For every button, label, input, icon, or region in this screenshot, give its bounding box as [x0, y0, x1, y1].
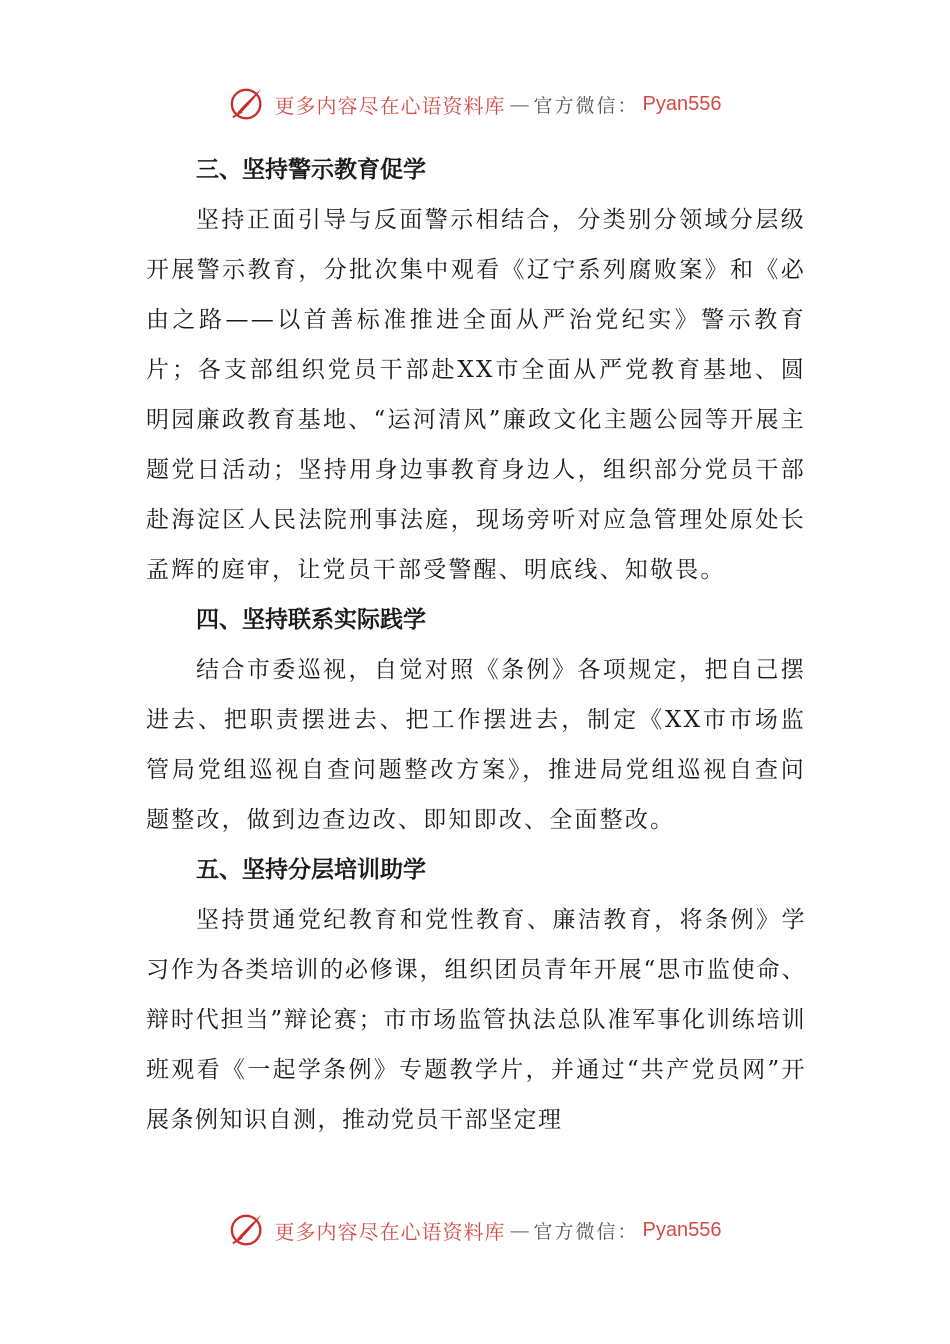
document-body: [146, 145, 806, 1145]
watermark-wechat-id: Pyan556: [642, 92, 722, 115]
section-paragraph: 坚持正面引导与反面警示相结合，分类别分领域分层级开展警示教育，分批次集中观看《辽宁系列腐败案》和《必由之路——以首善标准推进全面从严治党纪实》警示教育片；各支部组织党员干部赴XX市全面从严党教育基地、圆明园廉政教育基地、“运河清风”廉政文化主题公园等开展主题党日活动；坚持用身边事教育身边人，组织部分党员干部赴海淀区人民法院刑事法庭，现场旁听对应急管理处原处长孟辉的庭审，让党员干部受警醒、明底线、知敬畏。: [146, 207, 806, 583]
section-heading: 五、坚持分层培训助学: [196, 857, 426, 883]
watermark-wechat-id: Pyan556: [642, 1218, 722, 1241]
watermark-site-text: 更多内容尽在心语资料库: [274, 93, 506, 118]
watermark-banner-bottom: [0, 1210, 950, 1250]
section-paragraph: 结合市委巡视，自觉对照《条例》各项规定，把自己摆进去、把职责摆进去、把工作摆进去，制定《XX市市场监管局党组巡视自查问题整改方案》，推进局党组巡视自查问题整改，做到边查边改、即知即改、全面整改。: [146, 657, 806, 833]
quill-logo-icon: [229, 1211, 267, 1249]
watermark-site-text: 更多内容尽在心语资料库: [274, 1219, 506, 1244]
section-heading: 三、坚持警示教育促学: [196, 157, 426, 183]
watermark-dash: —: [509, 1218, 530, 1242]
watermark-dash: —: [509, 92, 530, 116]
section-paragraph: 坚持贯通党纪教育和党性教育、廉洁教育，将条例》学习作为各类培训的必修课，组织团员青年开展“思市监使命、辩时代担当”辩论赛；市市场监管执法总队准军事化训练培训班观看《一起学条例》专题教学片，并通过“共产党员网”开展条例知识自测，推动党员干部坚定理: [146, 907, 806, 1133]
watermark-banner-top: [0, 84, 950, 124]
section-heading: 四、坚持联系实际践学: [196, 607, 426, 633]
watermark-official-label: 官方微信：: [533, 1220, 639, 1243]
watermark-official-label: 官方微信：: [533, 94, 639, 117]
quill-logo-icon: [229, 85, 267, 123]
